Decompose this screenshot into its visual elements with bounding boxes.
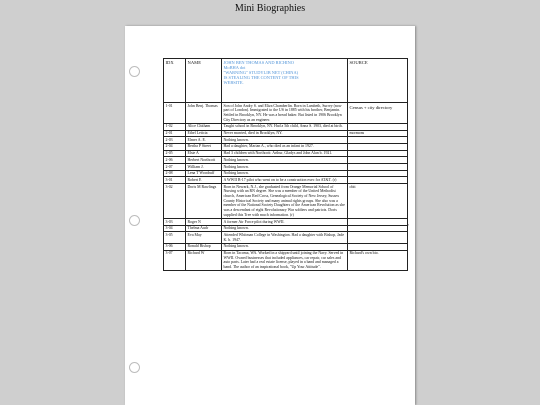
table-row bbox=[164, 143, 408, 150]
cell-name: John Benj. Thomas bbox=[186, 103, 222, 124]
cell-notes: Born in Tacoma, WA. Worked in a shipyard until joining the Navy. Served in WWII. Owned businesses that included appliances, car repair, car sales and auto parts. Later had a real estate license, played in a band and managed a band. The author of an inspirational book, "Up Your Attitude". bbox=[222, 250, 348, 271]
table-header-row bbox=[164, 59, 408, 103]
cell-notes: Nothing known. bbox=[222, 157, 348, 164]
table-row bbox=[164, 243, 408, 250]
cell-name: Bertha P Street bbox=[186, 143, 222, 150]
cell-name: Richard W bbox=[186, 250, 222, 271]
header-name: NAME bbox=[186, 59, 222, 103]
cell-source bbox=[348, 150, 408, 157]
cell-idx: 1-01 bbox=[164, 103, 186, 124]
cell-notes: Nothing known. bbox=[222, 225, 348, 232]
cell-source bbox=[348, 157, 408, 164]
biography-table bbox=[163, 58, 408, 271]
header-idx: IDX bbox=[164, 59, 186, 103]
header-notes-line: WEBSITE. bbox=[223, 79, 244, 85]
cell-idx: 2-03 bbox=[164, 137, 186, 144]
table-row bbox=[164, 232, 408, 243]
cell-source bbox=[348, 123, 408, 130]
document-title: Mini Biographies bbox=[234, 3, 306, 14]
table-row bbox=[164, 103, 408, 124]
cell-source bbox=[348, 164, 408, 171]
punch-hole-icon bbox=[129, 66, 140, 77]
cell-name: Herbert Northcott bbox=[186, 157, 222, 164]
cell-source bbox=[348, 232, 408, 243]
punch-hole-icon bbox=[129, 215, 140, 226]
cell-name: Elsie A bbox=[186, 150, 222, 157]
cell-notes: Taught school in Brooklyn, NY. Had a 5th child, Anna S. 1903, died at birth. bbox=[222, 123, 348, 130]
cell-name: William J. bbox=[186, 164, 222, 171]
table-row bbox=[164, 157, 408, 164]
cell-source: obit bbox=[348, 184, 408, 219]
cell-idx: 1-02 bbox=[164, 123, 186, 130]
cell-idx: 3-06 bbox=[164, 243, 186, 250]
cell-source: Census + city directory bbox=[348, 103, 408, 124]
cell-name: Ronald Bishop bbox=[186, 243, 222, 250]
document-page bbox=[125, 26, 415, 405]
cell-notes: A former Air Force pilot during WWII. bbox=[222, 219, 348, 226]
header-notes bbox=[222, 59, 348, 103]
cell-name: Elmer A. E. bbox=[186, 137, 222, 144]
cell-notes: Son of John Andry S. and Eliza Chamberlin. Born in Lambeth, Surrey (now part of London). Immigrated to the US in 1885 with his brother, Benjamin. Settled in Brooklyn, NY. He was a bread baker. But listed in 1906 Brooklyn City Directory as an engineer. bbox=[222, 103, 348, 124]
table-row bbox=[164, 150, 408, 157]
cell-idx: 3-03 bbox=[164, 219, 186, 226]
cell-idx: 3-02 bbox=[164, 184, 186, 219]
header-notes-line: JOHN BEN THOMAS AND RICHINO bbox=[223, 59, 294, 65]
table-row bbox=[164, 250, 408, 271]
table-row bbox=[164, 123, 408, 130]
header-notes-line: MoBHA dot bbox=[223, 64, 246, 70]
cell-idx: 2-04 bbox=[164, 143, 186, 150]
cell-idx: 2-06 bbox=[164, 157, 186, 164]
header-notes-line: IS STEALING THE CONTENT OF THIS bbox=[223, 74, 299, 80]
cell-source bbox=[348, 177, 408, 184]
cell-name: Eva May bbox=[186, 232, 222, 243]
cell-notes: Never married, died in Brooklyn, NY. bbox=[222, 130, 348, 137]
cell-name: Alice Chitham bbox=[186, 123, 222, 130]
cell-source bbox=[348, 219, 408, 226]
table-row bbox=[164, 164, 408, 171]
cell-idx: 2-01 bbox=[164, 130, 186, 137]
table-row bbox=[164, 130, 408, 137]
cell-notes: Nothing known. bbox=[222, 170, 348, 177]
cell-notes: A WWII B-17 pilot who went on to be a construction exec for AT&T. (r) bbox=[222, 177, 348, 184]
cell-notes: Nothing known. bbox=[222, 243, 348, 250]
page-edge-mark: ▪ bbox=[407, 222, 409, 227]
cell-source bbox=[348, 137, 408, 144]
header-source: SOURCE bbox=[348, 59, 408, 103]
cell-name: Thelma Audr bbox=[186, 225, 222, 232]
table-row bbox=[164, 184, 408, 219]
cell-idx: 2-07 bbox=[164, 164, 186, 171]
cell-notes: Born in Newark, N.J., she graduated from Orange Memorial School of Nursing with an RN degree. She was a member of the United Methodist church, American Red Cross, Genealogical Society of New Jersey, Sussex County Historical Society and many animal rights groups. She also was a member of the National Society Daughters of the American Revolution as she was a descendant of eight Revolutionary War soldiers and patriots. Doris supplied this Tree with much information. (r) bbox=[222, 184, 348, 219]
cell-name: Doris M Rawlings bbox=[186, 184, 222, 219]
table-row bbox=[164, 225, 408, 232]
cell-idx: 3-04 bbox=[164, 225, 186, 232]
cell-notes: Nothing known. bbox=[222, 164, 348, 171]
cell-name: Robert E bbox=[186, 177, 222, 184]
cell-source bbox=[348, 243, 408, 250]
cell-source bbox=[348, 143, 408, 150]
cell-notes: Nothing known. bbox=[222, 137, 348, 144]
cell-name: Roger N bbox=[186, 219, 222, 226]
table-row bbox=[164, 177, 408, 184]
cell-idx: 2-08 bbox=[164, 170, 186, 177]
cell-idx: 2-05 bbox=[164, 150, 186, 157]
table-row bbox=[164, 137, 408, 144]
cell-source: Richard's own bio. bbox=[348, 250, 408, 271]
punch-hole-icon bbox=[129, 362, 140, 373]
header-notes-line: "WARNING" STUDYLIB NET (CHINA) bbox=[223, 69, 299, 75]
cell-notes: Had 3 children with Northcott: Arthur, Gladys and John Alan b. 1921. bbox=[222, 150, 348, 157]
cell-idx: 3-05 bbox=[164, 232, 186, 243]
cell-notes: Had a daughter, Marian A., who died as an infant in 1927. bbox=[222, 143, 348, 150]
cell-source bbox=[348, 170, 408, 177]
cell-idx: 3-01 bbox=[164, 177, 186, 184]
cell-name: Lena T Woodruff bbox=[186, 170, 222, 177]
cell-source: mormons bbox=[348, 130, 408, 137]
cell-name: Ethel Leticia bbox=[186, 130, 222, 137]
cell-notes: Attended Whitman College in Washington. Had a daughter with Bishop, Jade K. b. 1947. bbox=[222, 232, 348, 243]
cell-idx: 3-07 bbox=[164, 250, 186, 271]
cell-source bbox=[348, 225, 408, 232]
table-row bbox=[164, 219, 408, 226]
table-row bbox=[164, 170, 408, 177]
